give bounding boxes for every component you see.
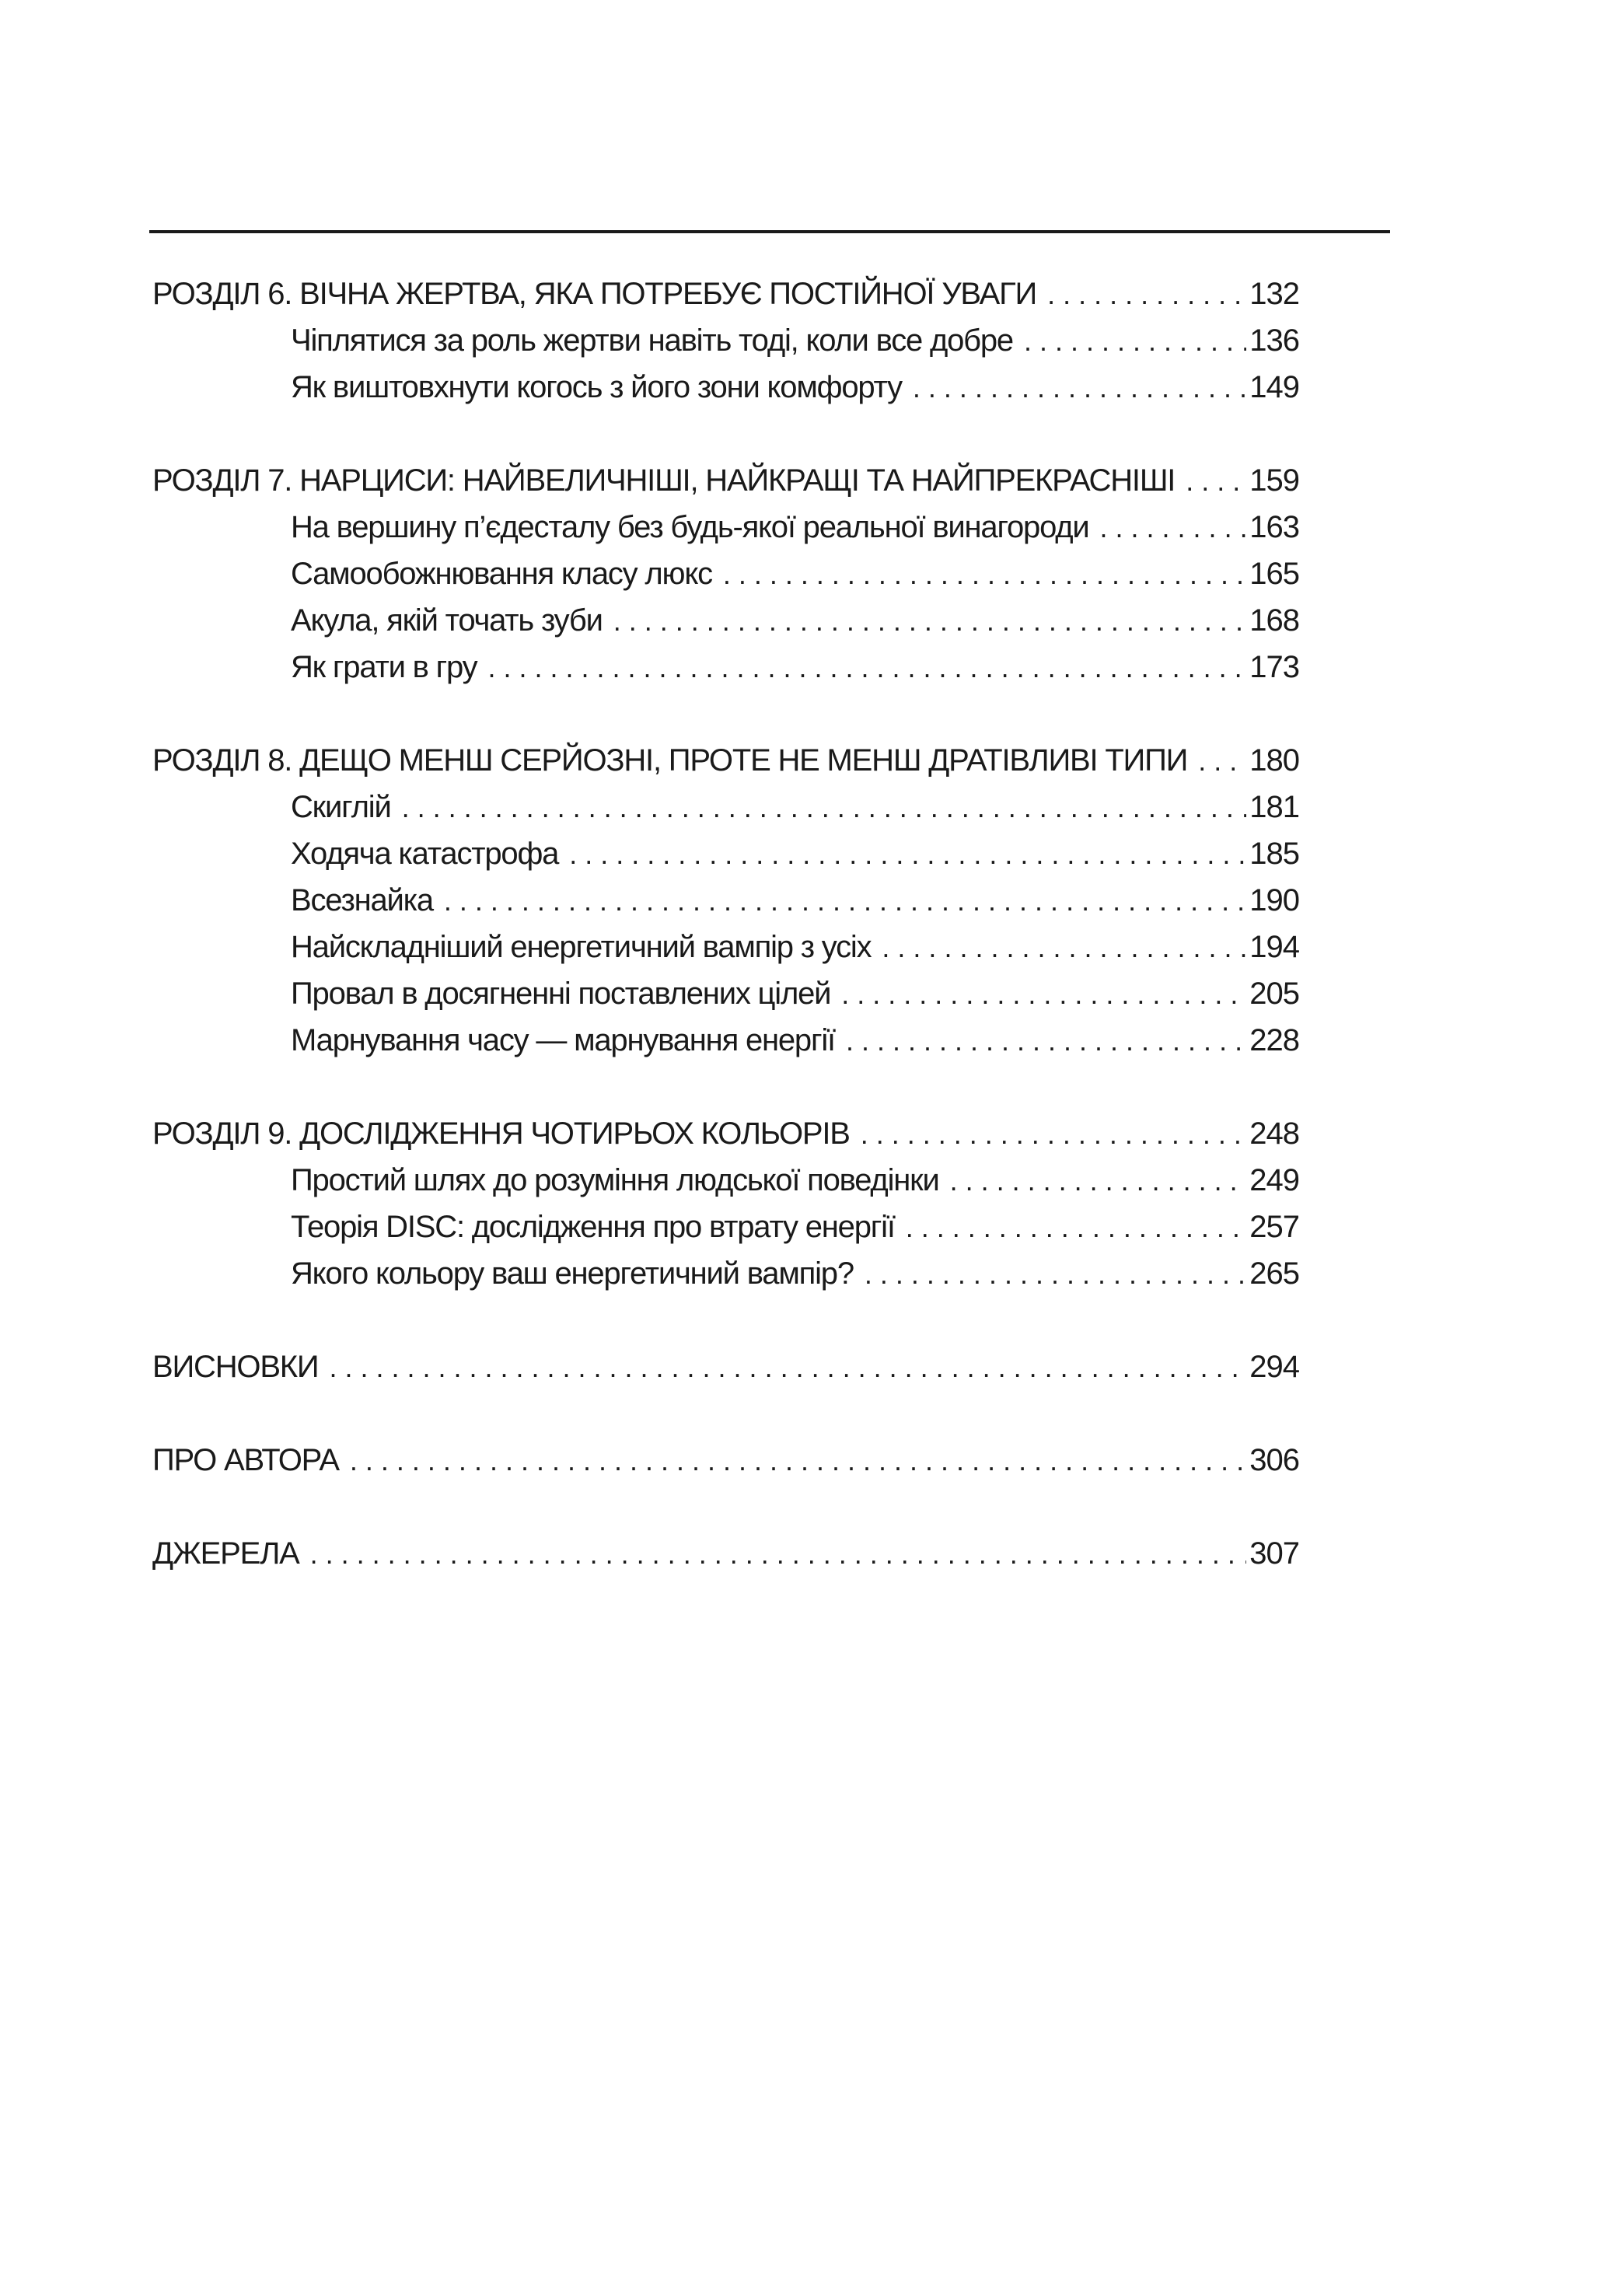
toc-chapter-entry[interactable]	[152, 1110, 1299, 1157]
toc-subentry-title: Скиглій	[291, 784, 402, 830]
dot-leader	[444, 878, 1246, 924]
toc-subentry-title: Як грати в гру	[291, 644, 487, 690]
page-number: 168	[1249, 603, 1299, 638]
page-number: 149	[1249, 370, 1299, 404]
dot-leader	[846, 1018, 1246, 1064]
toc-subentry[interactable]	[152, 924, 1299, 970]
toc-subentry-title: Всезнайка	[291, 877, 444, 924]
toc-subentry-title: Якого кольору ваш енергетичний вампір?	[291, 1250, 865, 1297]
dot-leader	[310, 1531, 1247, 1578]
toc-chapter-title: ДЖЕРЕЛА	[152, 1530, 310, 1577]
page-number: 248	[1249, 1117, 1299, 1151]
page-number: 194	[1249, 930, 1299, 964]
toc-subentry-title: Марнування часу — марнування енергії	[291, 1017, 846, 1064]
page-number: 257	[1249, 1210, 1299, 1244]
page-number: 159	[1249, 463, 1299, 498]
toc-subentry-title: Ходяча катастрофа	[291, 830, 569, 877]
dot-leader	[906, 1204, 1246, 1251]
toc-chapter-title: РОЗДІЛ 8. ДЕЩО МЕНШ СЕРЙОЗНІ, ПРОТЕ НЕ МЕНШ ДРАТІВЛИВІ ТИПИ	[152, 737, 1198, 784]
toc-chapter-title: РОЗДІЛ 7. НАРЦИСИ: НАЙВЕЛИЧНІШІ, НАЙКРАЩІ ТА НАЙПРЕКРАСНІШІ	[152, 457, 1186, 504]
toc-subentry[interactable]	[152, 1204, 1299, 1250]
dot-leader	[1186, 458, 1246, 505]
toc-subentry-title: Чіплятися за роль жертви навіть тоді, коли все добре	[291, 317, 1024, 364]
toc-section	[152, 1344, 1299, 1390]
toc-subentry[interactable]	[152, 597, 1299, 644]
toc-chapter-title: ВИСНОВКИ	[152, 1344, 329, 1390]
page-number: 307	[1249, 1536, 1299, 1571]
toc-section	[152, 1110, 1299, 1297]
page-number: 136	[1249, 323, 1299, 358]
dot-leader	[1100, 505, 1247, 551]
top-rule	[149, 230, 1390, 233]
page-number: 306	[1249, 1443, 1299, 1477]
page-number: 132	[1249, 277, 1299, 311]
dot-leader	[329, 1344, 1246, 1391]
dot-leader	[487, 645, 1246, 691]
toc-chapter-title: ПРО АВТОРА	[152, 1437, 350, 1483]
toc-chapter-entry[interactable]	[152, 737, 1299, 784]
toc-subentry[interactable]	[152, 317, 1299, 364]
page-number: 180	[1249, 743, 1299, 778]
toc-subentry[interactable]	[152, 644, 1299, 690]
toc-subentry[interactable]	[152, 877, 1299, 924]
toc-subentry-title: Як виштовхнути когось з його зони комфорту	[291, 364, 913, 411]
page-number: 165	[1249, 557, 1299, 591]
toc-chapter-entry[interactable]	[152, 1437, 1299, 1483]
page-number: 181	[1249, 790, 1299, 824]
page-number: 249	[1249, 1163, 1299, 1197]
dot-leader	[350, 1438, 1246, 1484]
toc-subentry-title: Провал в досягненні поставлених цілей	[291, 970, 841, 1017]
toc-subentry-title: Теорія DISC: дослідження про втрату енергії	[291, 1204, 906, 1250]
toc-subentry[interactable]	[152, 1017, 1299, 1064]
toc-subentry-title: Акула, якій точать зуби	[291, 597, 613, 644]
dot-leader	[569, 831, 1246, 878]
toc-subentry[interactable]	[152, 1250, 1299, 1297]
toc-subentry[interactable]	[152, 550, 1299, 597]
dot-leader	[402, 785, 1247, 831]
toc-subentry[interactable]	[152, 1157, 1299, 1204]
dot-leader	[882, 924, 1246, 971]
dot-leader	[861, 1111, 1246, 1158]
toc-chapter-entry[interactable]	[152, 271, 1299, 317]
toc-subentry[interactable]	[152, 504, 1299, 550]
dot-leader	[723, 551, 1246, 598]
toc-subentry[interactable]	[152, 830, 1299, 877]
page-number: 190	[1249, 883, 1299, 917]
toc-section	[152, 737, 1299, 1064]
toc-subentry[interactable]	[152, 970, 1299, 1017]
toc-chapter-entry[interactable]	[152, 1344, 1299, 1390]
page-number: 163	[1249, 510, 1299, 544]
dot-leader	[913, 365, 1246, 411]
page-number: 205	[1249, 977, 1299, 1011]
page-number: 173	[1249, 650, 1299, 684]
dot-leader	[1047, 271, 1246, 318]
toc-subentry-title: Самообожнювання класу люкс	[291, 550, 723, 597]
toc-chapter-entry[interactable]	[152, 1530, 1299, 1577]
page-number: 265	[1249, 1256, 1299, 1291]
toc-chapter-title: РОЗДІЛ 6. ВІЧНА ЖЕРТВА, ЯКА ПОТРЕБУЄ ПОСТІЙНОЇ УВАГИ	[152, 271, 1047, 317]
toc-section	[152, 271, 1299, 411]
toc-subentry-title: Простий шлях до розуміння людської поведінки	[291, 1157, 950, 1204]
dot-leader	[1198, 738, 1246, 785]
dot-leader	[1024, 318, 1246, 365]
page-number: 294	[1249, 1350, 1299, 1384]
table-of-contents	[152, 271, 1299, 1623]
dot-leader	[613, 598, 1246, 645]
toc-subentry[interactable]	[152, 784, 1299, 830]
page-number: 228	[1249, 1023, 1299, 1057]
toc-section	[152, 1530, 1299, 1577]
toc-section	[152, 1437, 1299, 1483]
dot-leader	[841, 971, 1246, 1018]
dot-leader	[865, 1251, 1246, 1298]
toc-subentry[interactable]	[152, 364, 1299, 411]
toc-section	[152, 457, 1299, 690]
toc-subentry-title: Найскладніший енергетичний вампір з усіх	[291, 924, 882, 970]
toc-subentry-title: На вершину п’єдесталу без будь-якої реальної винагороди	[291, 504, 1100, 550]
dot-leader	[950, 1158, 1247, 1204]
toc-chapter-entry[interactable]	[152, 457, 1299, 504]
toc-chapter-title: РОЗДІЛ 9. ДОСЛІДЖЕННЯ ЧОТИРЬОХ КОЛЬОРІВ	[152, 1110, 861, 1157]
page-number: 185	[1249, 837, 1299, 871]
